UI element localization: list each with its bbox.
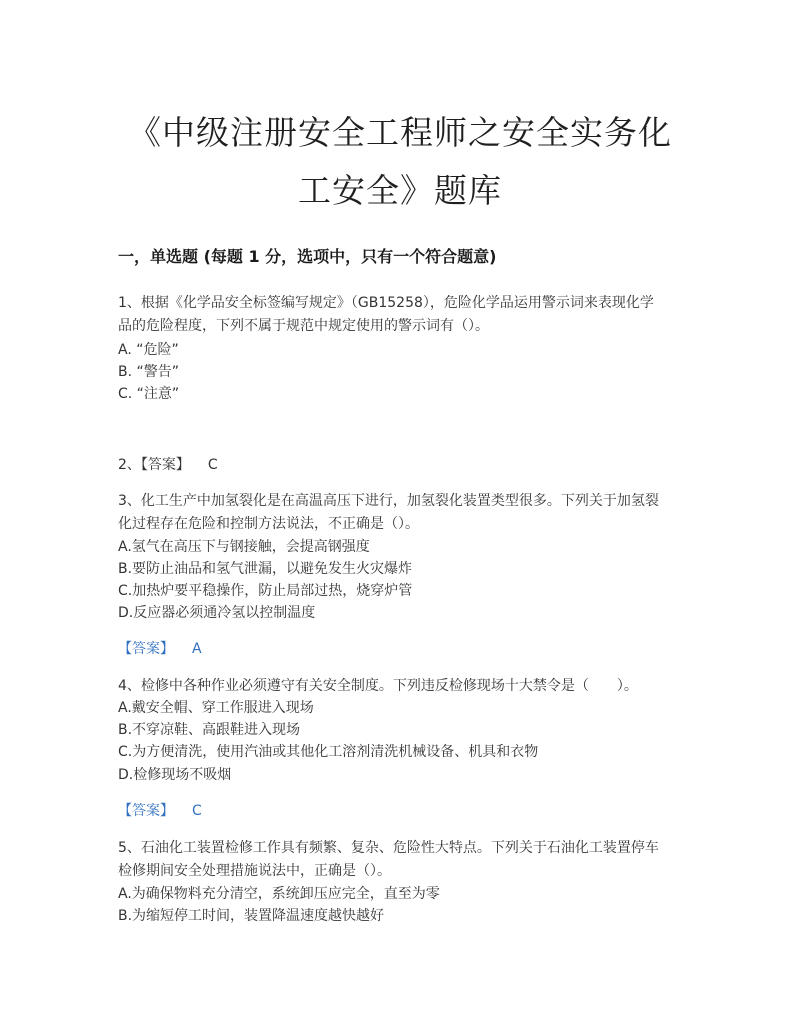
q4-text-line-1: 4、检修中各种作业必须遵守有关安全制度。下列违反检修现场十大禁令是（ ）。 <box>118 678 638 694</box>
page-title <box>100 104 700 220</box>
q4-answer-value: C <box>192 803 202 819</box>
q4-option-c: C.为方便清洗，使用汽油或其他化工溶剂清洗机械设备、机具和衣物 <box>118 744 539 760</box>
q5-option-b: B.为缩短停工时间，装置降温速度越快越好 <box>118 908 385 924</box>
q1-option-c: C. “注意” <box>118 386 180 402</box>
q2-answer <box>118 455 688 475</box>
q4-option-a: A.戴安全帽、穿工作服进入现场 <box>118 700 314 716</box>
q1-text-line-2: 品的危险程度，下列不属于规范中规定使用的警示词有（）。 <box>118 318 489 334</box>
q2-answer-value: C <box>207 457 218 473</box>
q1-option-b: B. “警告” <box>118 364 180 380</box>
q1-text-line-1: 1、根据《化学品安全标签编写规定》（GB15258），危险化学品运用警示词来表现化学 <box>118 295 654 311</box>
q4-option-b: B.不穿凉鞋、高跟鞋进入现场 <box>118 722 301 738</box>
q4-answer-tag: 【答案】 <box>118 803 174 819</box>
q5-option-a: A.为确保物料充分清空，系统卸压应完全，直至为零 <box>118 886 440 902</box>
q3-text-line-2: 化过程存在危险和控制方法说法，不正确是（）。 <box>118 516 419 532</box>
q4-option-d: D.检修现场不吸烟 <box>118 767 232 783</box>
q3-answer-tag: 【答案】 <box>118 641 174 657</box>
title-line-1: 《中级注册安全工程师之安全实务化 <box>128 113 672 152</box>
q4-answer <box>118 801 688 821</box>
q5-text-line-2: 检修期间安全处理措施说法中，正确是（）。 <box>118 863 391 879</box>
q3-text-line-1: 3、化工生产中加氢裂化是在高温高压下进行，加氢裂化装置类型很多。下列关于加氢裂 <box>118 493 659 509</box>
q3-option-d: D.反应器必须通冷氢以控制温度 <box>118 605 316 621</box>
q3-answer <box>118 639 688 659</box>
q3-option-b: B.要防止油品和氢气泄漏，以避免发生火灾爆炸 <box>118 561 413 577</box>
q2-prefix: 2、 <box>118 457 141 473</box>
q3-option-c: C.加热炉要平稳操作，防止局部过热，烧穿炉管 <box>118 583 413 599</box>
q5-text-line-1: 5、石油化工装置检修工作具有频繁、复杂、危险性大特点。下列关于石油化工装置停车 <box>118 840 659 856</box>
q1-option-a: A. “危险” <box>118 342 179 358</box>
title-line-2: 工安全》题库 <box>298 171 502 210</box>
q2-answer-tag: 【答案】 <box>140 457 190 473</box>
q3-option-a: A.氢气在高压下与钢接触，会提高钢强度 <box>118 539 370 555</box>
q3-answer-value: A <box>192 641 202 657</box>
section-heading: 一，单选题 (每题 1 分，选项中，只有一个符合题意) <box>118 247 497 266</box>
